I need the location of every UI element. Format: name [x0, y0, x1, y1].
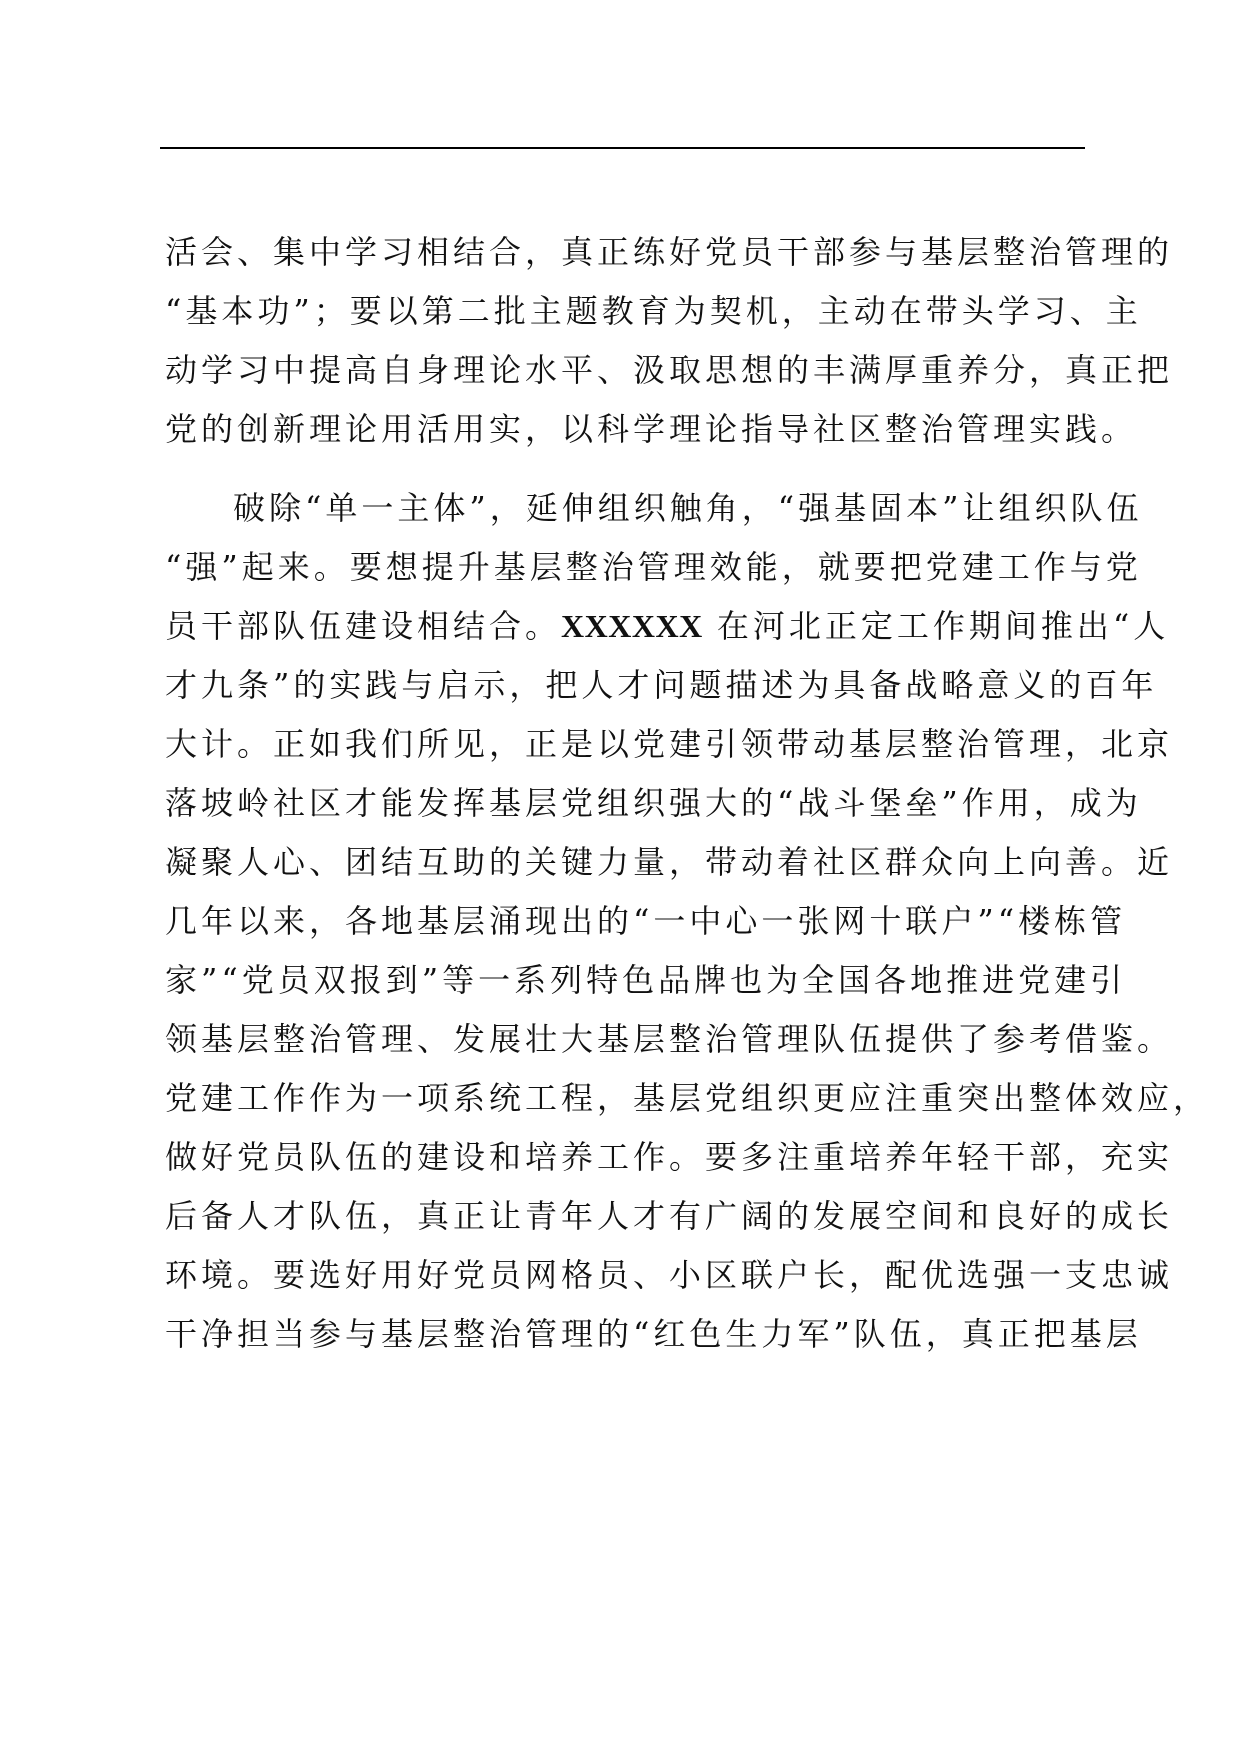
paragraph-2-line: 做好党员队伍的建设和培养工作。要多注重培养年轻干部，充实	[165, 1138, 1174, 1176]
redacted-name: XXXXXX	[561, 608, 703, 644]
paragraph-1-line: 动学习中提高自身理论水平、汲取思想的丰满厚重养分，真正把	[165, 351, 1174, 389]
paragraph-2-line: 后备人才队伍，真正让青年人才有广阔的发展空间和良好的成长	[165, 1197, 1174, 1235]
paragraph-2-line: 才九条”的实践与启示，把人才问题描述为具备战略意义的百年	[165, 666, 1158, 704]
paragraph-2-line: 落坡岭社区才能发挥基层党组织强大的“战斗堡垒”作用，成为	[165, 784, 1142, 822]
paragraph-2-line: 环境。要选好用好党员网格员、小区联户长，配优选强一支忠诚	[165, 1256, 1174, 1294]
paragraph-2-line: 家”“党员双报到”等一系列特色品牌也为全国各地推进党建引	[165, 961, 1127, 999]
paragraph-1-line: “基本功”；要以第二批主题教育为契机，主动在带头学习、主	[165, 292, 1142, 330]
paragraph-2-line: “强”起来。要想提升基层整治管理效能，就要把党建工作与党	[165, 548, 1142, 586]
paragraph-2-line-3-prefix: 员干部队伍建设相结合。	[165, 607, 562, 645]
paragraph-2-line-3-suffix: 在河北正定工作期间推出“人	[702, 607, 1170, 645]
paragraph-2-line: 大计。正如我们所见，正是以党建引领带动基层整治管理，北京	[165, 725, 1174, 763]
paragraph-2-line: 破除“单一主体”，延伸组织触角，“强基固本”让组织队伍	[233, 489, 1143, 527]
paragraph-2-line	[165, 606, 1170, 646]
paragraph-2-line: 领基层整治管理、发展壮大基层整治管理队伍提供了参考借鉴。	[165, 1020, 1174, 1058]
paragraph-2-line: 党建工作作为一项系统工程，基层党组织更应注重突出整体效应，	[165, 1079, 1210, 1117]
paragraph-2-line: 几年以来，各地基层涌现出的“一中心一张网十联户”“楼栋管	[165, 902, 1127, 940]
paragraph-2-line: 干净担当参与基层整治管理的“红色生力军”队伍，真正把基层	[165, 1315, 1142, 1353]
paragraph-2-line: 凝聚人心、团结互助的关键力量，带动着社区群众向上向善。近	[165, 843, 1174, 881]
header-rule	[160, 147, 1085, 149]
paragraph-1-line: 活会、集中学习相结合，真正练好党员干部参与基层整治管理的	[165, 233, 1174, 271]
paragraph-1-line: 党的创新理论用活用实，以科学理论指导社区整治管理实践。	[165, 410, 1138, 448]
